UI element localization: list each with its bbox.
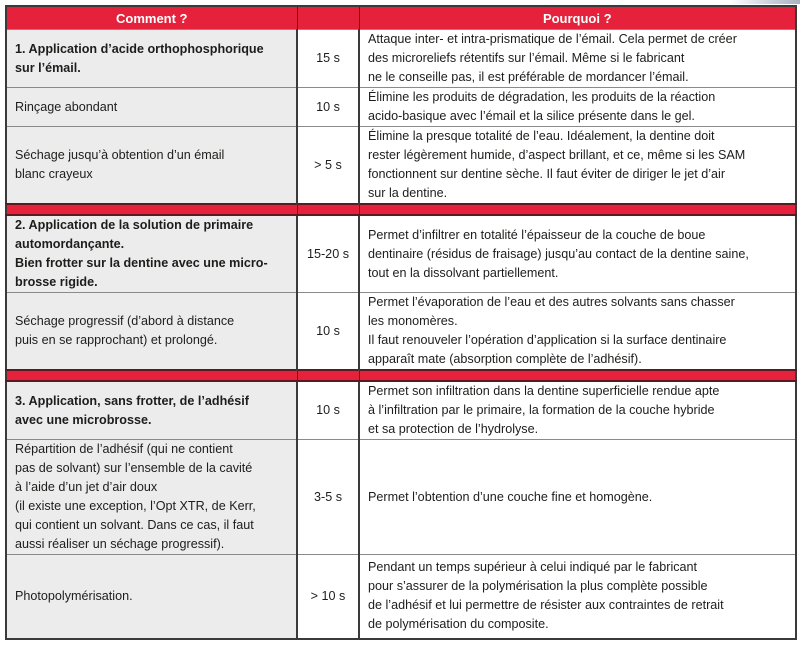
cell-duration: 15 s	[297, 30, 359, 88]
cell-how	[6, 381, 297, 440]
corner-decoration	[730, 0, 800, 4]
cell-how	[6, 30, 297, 88]
how-line: pas de solvant) sur l’ensemble de la cavité	[15, 461, 253, 475]
why-line: sur la dentine.	[368, 186, 448, 200]
how-line: qui contient un solvant. Dans ce cas, il faut	[15, 518, 254, 532]
separator-cell	[297, 204, 359, 215]
section-separator	[6, 370, 796, 381]
cell-how	[6, 555, 297, 639]
how-line: Rinçage abondant	[15, 99, 118, 114]
why-line: Attaque inter- et intra-prismatique de l’émail. Cela permet de créer	[368, 32, 737, 46]
why-line: fonctionnent sur dentine sèche. Il faut éviter de diriger le jet d’air	[368, 167, 726, 181]
separator-cell	[6, 204, 297, 215]
how-line: Photopolymérisation.	[15, 588, 133, 603]
cell-why	[359, 30, 796, 88]
why-line: ne le conseille pas, il est préférable de mordancer l’émail.	[368, 70, 689, 84]
how-line: 3. Application, sans frotter, de l’adhésif	[15, 393, 249, 408]
how-line: 1. Application d’acide orthophosphorique	[15, 41, 264, 56]
why-line: rester légèrement humide, d’aspect brillant, et ce, même si les SAM	[368, 148, 746, 162]
how-line: 2. Application de la solution de primaire	[15, 218, 254, 232]
cell-duration: 10 s	[297, 88, 359, 127]
why-line: de polymérisation du composite.	[368, 617, 549, 632]
why-line: pour s’assurer de la polymérisation la plus complète possible	[368, 579, 708, 594]
why-line: Élimine la presque totalité de l’eau. Idéalement, la dentine doit	[368, 129, 715, 143]
how-line: sur l’émail.	[15, 60, 81, 75]
why-line: de l’adhésif et lui permettre de résister aux contraintes de retrait	[368, 598, 724, 613]
header-why: Pourquoi ?	[359, 6, 796, 30]
table-body	[6, 30, 796, 639]
how-line: Bien frotter sur la dentine avec une micro-	[15, 256, 268, 270]
separator-cell	[359, 370, 796, 381]
section-separator	[6, 204, 796, 215]
separator-cell	[297, 370, 359, 381]
how-line: avec une microbrosse.	[15, 412, 152, 427]
cell-why	[359, 381, 796, 440]
header-duration	[297, 6, 359, 30]
table-header-row	[6, 6, 796, 30]
how-line: Séchage progressif (d’abord à distance	[15, 314, 235, 328]
protocol-table	[5, 5, 797, 640]
header-how: Comment ?	[6, 6, 297, 30]
table-row	[6, 381, 796, 440]
cell-how	[6, 127, 297, 205]
cell-why	[359, 127, 796, 205]
how-line: Répartition de l’adhésif (qui ne contient	[15, 442, 233, 456]
why-line: et sa protection de l’hydrolyse.	[368, 422, 539, 436]
why-line: Permet d’infiltrer en totalité l’épaisseur de la couche de boue	[368, 227, 706, 242]
table-row	[6, 293, 796, 371]
why-line: à l’infiltration par le primaire, la formation de la couche hybride	[368, 403, 715, 417]
cell-why	[359, 215, 796, 293]
table-row	[6, 555, 796, 639]
how-line: à l’aide d’un jet d’air doux	[15, 480, 158, 494]
how-line: blanc crayeux	[15, 167, 93, 181]
how-line: (il existe une exception, l’Opt XTR, de Kerr,	[15, 499, 256, 513]
table-row	[6, 215, 796, 293]
why-line: Pendant un temps supérieur à celui indiqué par le fabricant	[368, 560, 698, 575]
why-line: des microreliefs rétentifs sur l’émail. Même si le fabricant	[368, 51, 685, 65]
cell-how	[6, 440, 297, 555]
how-line: automordançante.	[15, 237, 125, 251]
separator-cell	[359, 204, 796, 215]
cell-duration: > 10 s	[297, 555, 359, 639]
table-row	[6, 440, 796, 555]
cell-why	[359, 555, 796, 639]
how-line: Séchage jusqu’à obtention d’un émail	[15, 148, 225, 162]
table-row	[6, 127, 796, 205]
why-line: les monomères.	[368, 314, 458, 328]
how-line: aussi réaliser un séchage progressif).	[15, 537, 225, 551]
why-line: Permet l’obtention d’une couche fine et homogène.	[368, 489, 653, 504]
how-line: puis en se rapprochant) et prolongé.	[15, 333, 218, 347]
why-line: apparaît mate (absorption complète de l’adhésif).	[368, 352, 642, 366]
table-row	[6, 88, 796, 127]
why-line: acido-basique avec l’émail et la silice présente dans le gel.	[368, 109, 695, 123]
cell-duration: > 5 s	[297, 127, 359, 205]
cell-duration: 10 s	[297, 293, 359, 371]
cell-why	[359, 88, 796, 127]
cell-duration: 15-20 s	[297, 215, 359, 293]
cell-why	[359, 293, 796, 371]
why-line: Permet son infiltration dans la dentine superficielle rendue apte	[368, 384, 720, 398]
why-line: Permet l’évaporation de l’eau et des autres solvants sans chasser	[368, 295, 735, 309]
cell-duration: 10 s	[297, 381, 359, 440]
why-line: tout en la dissolvant partiellement.	[368, 265, 559, 280]
cell-how	[6, 215, 297, 293]
how-line: brosse rigide.	[15, 275, 98, 289]
table-row	[6, 30, 796, 88]
cell-why	[359, 440, 796, 555]
cell-how	[6, 88, 297, 127]
cell-how	[6, 293, 297, 371]
separator-cell	[6, 370, 297, 381]
cell-duration: 3-5 s	[297, 440, 359, 555]
why-line: Élimine les produits de dégradation, les produits de la réaction	[368, 90, 716, 104]
why-line: dentinaire (résidus de fraisage) jusqu’au contact de la dentine saine,	[368, 246, 749, 261]
why-line: Il faut renouveler l’opération d’application si la surface dentinaire	[368, 333, 727, 347]
